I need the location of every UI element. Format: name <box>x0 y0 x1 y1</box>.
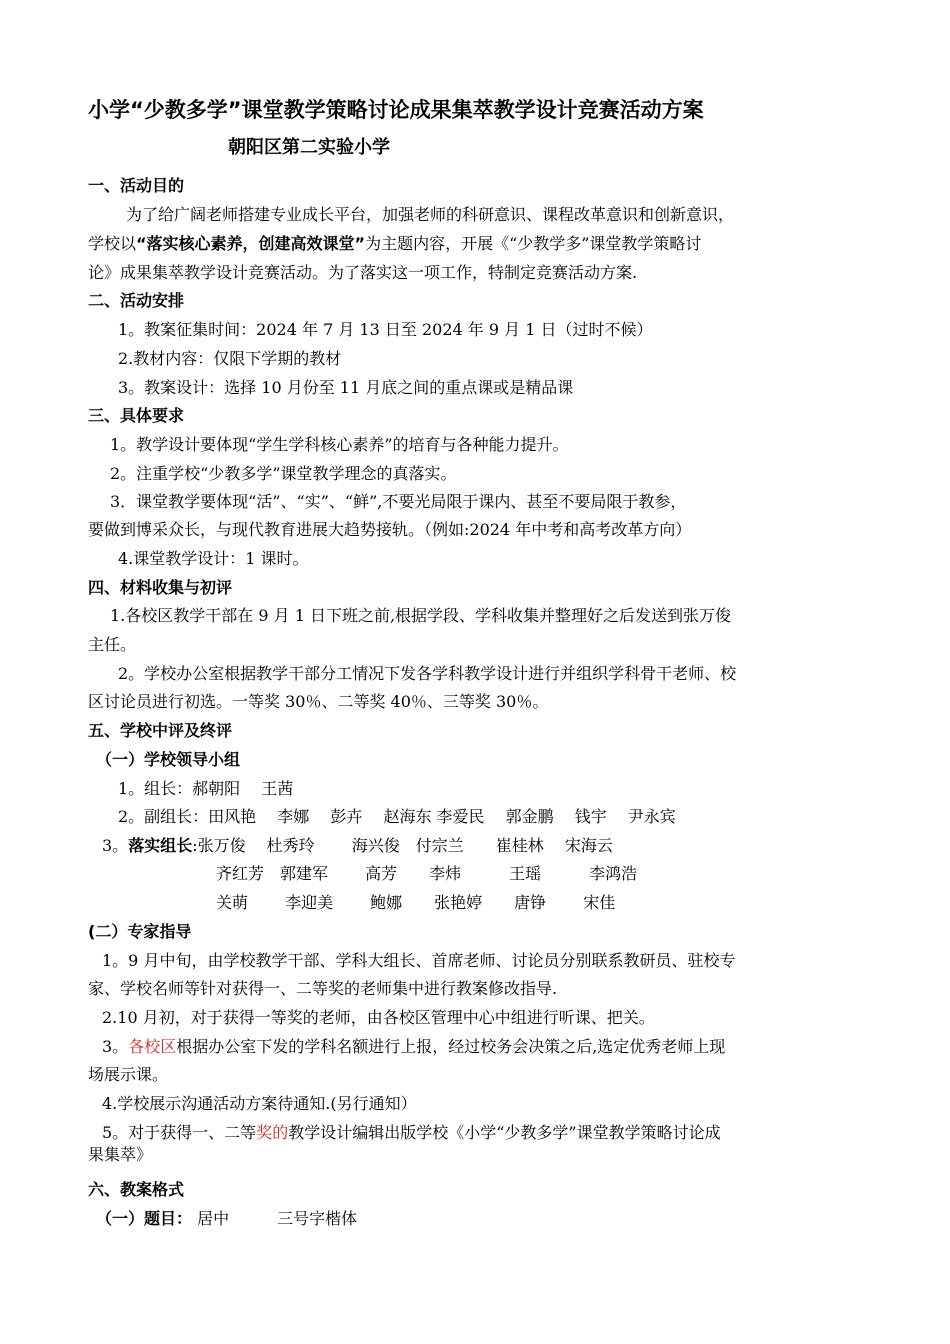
section-heading-1: 一、活动目的 <box>88 176 185 195</box>
s3-item-4: 4.课堂教学设计：1 课时。 <box>118 549 309 568</box>
s4-item-1-line-2: 主任。 <box>88 635 137 654</box>
section-heading-2: 二、活动安排 <box>88 291 185 310</box>
leader-names-row-1: :张万俊 杜秀玲 海兴俊 付宗兰 崔桂林 宋海云 <box>192 836 613 855</box>
s3-item-2: 2。注重学校“少教多学”课堂教学理念的真落实。 <box>110 464 457 483</box>
s1-paragraph-line-1: 为了给广阔老师搭建专业成长平台，加强老师的科研意识、课程改革意识和创新意识， <box>126 205 735 224</box>
leader-line-2: 2。副组长：田风艳 李娜 彭卉 赵海东 李爱民 郭金鹏 钱宇 尹永宾 <box>118 807 676 826</box>
s4-item-1-line-1: 1.各校区教学干部在 9 月 1 日下班之前,根据学段、学科收集并整理好之后发送到张万俊 <box>110 606 732 625</box>
section-heading-6: 六、教案格式 <box>88 1180 185 1199</box>
s2-item-1: 1。教案征集时间：2024 年 7 月 13 日至 2024 年 9 月 1 日（过时不候） <box>118 320 653 339</box>
expert-item-3-line-1 <box>102 1037 725 1057</box>
expert-item-3-text: 根据办公室下发的学科名额进行上报，经过校务会决策之后,选定优秀老师上现 <box>176 1037 726 1056</box>
highlighted-text: 奖的 <box>256 1123 289 1142</box>
s4-item-2-line-1: 2。学校办公室根据教学干部分工情况下发各学科教学设计进行并组织学科骨干老师、校 <box>118 664 737 683</box>
expert-item-4: 4.学校展示沟通活动方案待通知.(另行通知） <box>102 1094 417 1113</box>
format-item-1 <box>96 1209 357 1229</box>
expert-item-5-text: 教学设计编辑出版学校《小学“少教多学”课堂教学策略讨论成 <box>288 1123 721 1142</box>
implementation-leader-label: 落实组长 <box>128 836 193 855</box>
expert-item-5-line-1 <box>102 1123 721 1143</box>
s3-item-3-line-2: 要做到博采众长，与现代教育进展大趋势接轨。（例如:2024 年中考和高考改革方向） <box>88 520 692 539</box>
section-heading-4: 四、材料收集与初评 <box>88 578 233 597</box>
format-item-label: （一）题目： <box>96 1209 193 1228</box>
expert-item-5-line-2: 果集萃》 <box>88 1145 153 1164</box>
s2-item-3: 3。教案设计：选择 10 月份至 11 月底之间的重点课或是精品课 <box>118 378 574 397</box>
highlighted-text: 各校区 <box>128 1037 177 1056</box>
school-name: 朝阳区第二实验小学 <box>228 137 390 158</box>
leader-line-1: 1。组长：郝朝阳 王茜 <box>118 779 294 798</box>
expert-item-2: 2.10 月初，对于获得一等奖的老师，由各校区管理中心中组进行听课、把关。 <box>102 1008 655 1027</box>
expert-item-3-number: 3。 <box>102 1037 129 1056</box>
leader-names-row-2: 齐红芳 郭建军 高芳 李炜 王瑶 李鸿浩 <box>216 864 638 883</box>
leader-line-3 <box>102 836 613 856</box>
format-item-value: 居中 三号字楷体 <box>192 1209 358 1228</box>
subsection-heading-experts: (二）专家指导 <box>88 922 192 941</box>
document-title: 小学“少教多学”课堂教学策略讨论成果集萃教学设计竞赛活动方案 <box>88 98 704 122</box>
s3-item-1: 1。教学设计要体现“学生学科核心素养”的培育与各种能力提升。 <box>110 435 569 454</box>
section-heading-3: 三、具体要求 <box>88 406 185 425</box>
s1-text: 为主题内容，开展《“少教学多”课堂教学策略讨 <box>365 234 702 253</box>
section-heading-5: 五、学校中评及终评 <box>88 721 233 740</box>
leader-names-row-3: 关萌 李迎美 鲍娜 张艳婷 唐铮 宋佳 <box>216 893 616 912</box>
s1-text: 学校以 <box>88 234 137 253</box>
expert-item-1-line-2: 家、学校名师等针对获得一、二等奖的老师集中进行教案修改指导. <box>88 979 558 998</box>
s2-item-2: 2.教材内容：仅限下学期的教材 <box>118 349 342 368</box>
s1-paragraph-line-2 <box>88 234 701 254</box>
s4-item-2-line-2: 区讨论员进行初选。一等奖 30％、二等奖 40％、三等奖 30％。 <box>88 692 549 711</box>
s1-paragraph-line-3: 论》成果集萃教学设计竞赛活动。为了落实这一项工作，特制定竞赛活动方案. <box>88 263 638 282</box>
s3-item-3-line-1: 3．课堂教学要体现“活”、“实”、“鲜”,不要光局限于课内、甚至不要局限于教参， <box>110 492 687 511</box>
leader-line-3-number: 3。 <box>102 836 129 855</box>
expert-item-1-line-1: 1。9 月中旬，由学校教学干部、学科大组长、首席老师、讨论员分别联系教研员、驻校专 <box>102 951 736 970</box>
expert-item-3-line-2: 场展示课。 <box>88 1065 169 1084</box>
subsection-heading-leaders: （一）学校领导小组 <box>96 750 241 769</box>
expert-item-5-text: 5。对于获得一、二等 <box>102 1123 257 1142</box>
theme-emphasis: “落实核心素养，创建高效课堂” <box>136 234 366 253</box>
